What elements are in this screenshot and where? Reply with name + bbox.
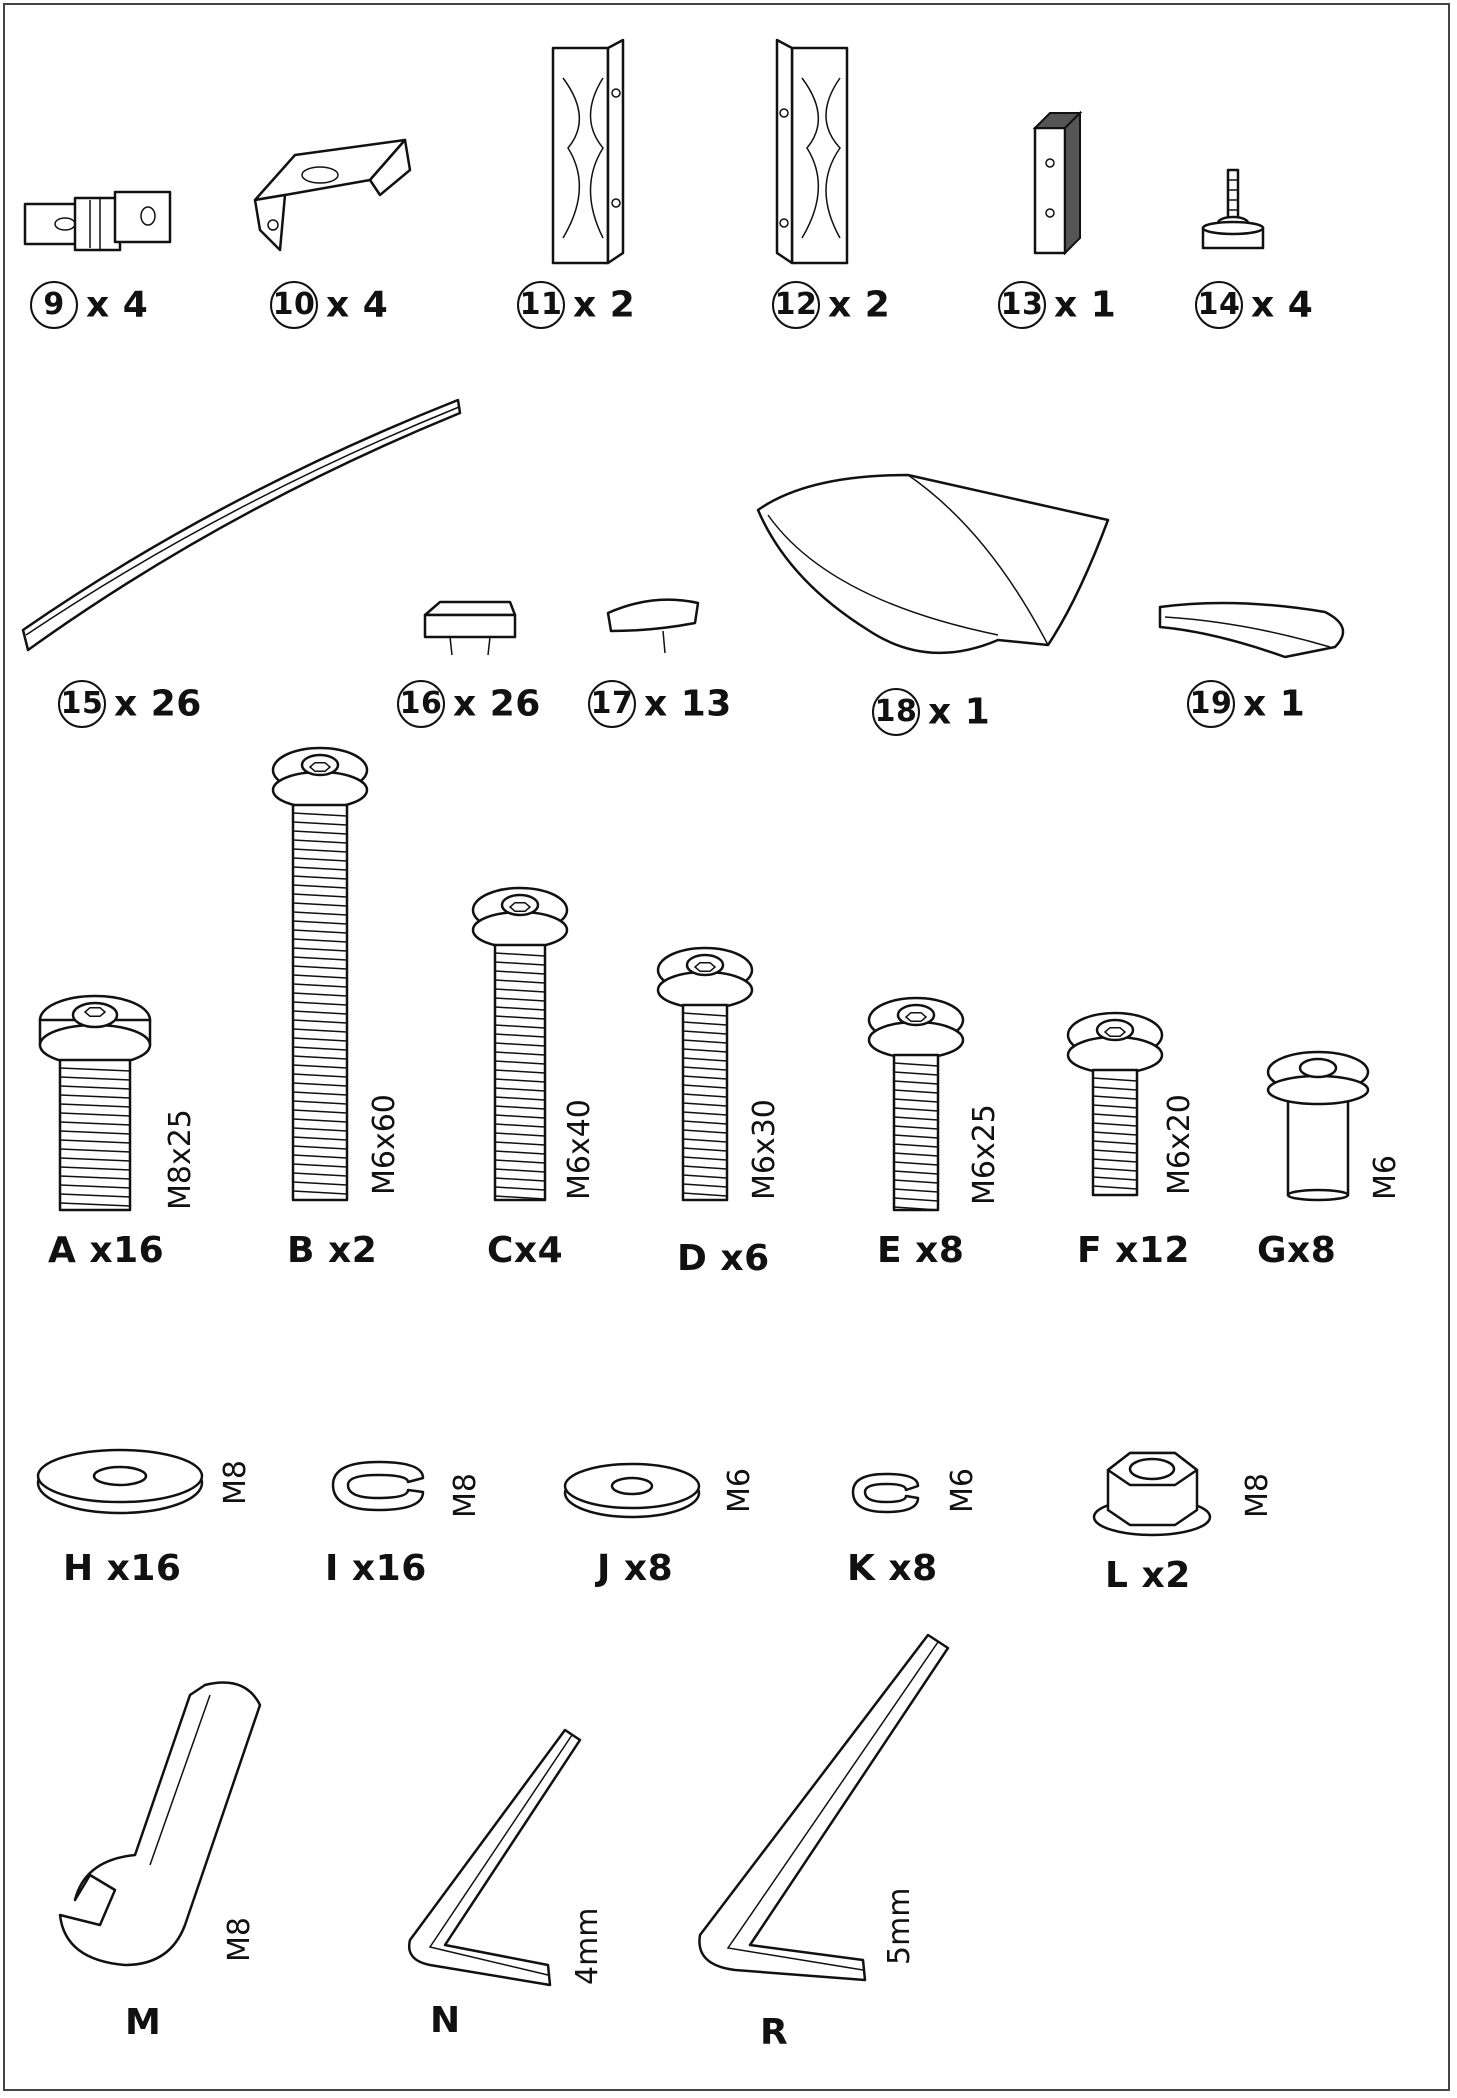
washer-k-spec: M6	[945, 1468, 980, 1513]
screw-f-spec: M6x20	[1162, 1094, 1197, 1195]
levelling-foot-icon	[1198, 168, 1268, 253]
screw-d-spec: M6x30	[747, 1099, 782, 1200]
tool-m-spec: M8	[222, 1917, 257, 1962]
screw-g-label: Gx8	[1257, 1230, 1337, 1271]
tool-r-label: R	[760, 2012, 789, 2053]
part-10-label: 10 x 4	[270, 281, 388, 329]
screw-b-spec: M6x60	[367, 1094, 402, 1195]
tool-n-spec: 4mm	[570, 1907, 605, 1985]
screw-e-label: E x8	[877, 1230, 965, 1271]
nut-l-spec: M8	[1240, 1473, 1275, 1518]
slat-holder-icon	[420, 600, 520, 660]
slat-cap-icon	[603, 593, 703, 658]
screw-g-spec: M6	[1368, 1155, 1403, 1200]
washer-h-label: H x16	[63, 1548, 182, 1589]
part-13-label: 13 x 1	[998, 281, 1116, 329]
tool-r-spec: 5mm	[882, 1887, 917, 1965]
fabric-band-icon	[748, 470, 1118, 670]
flat-washer-icon	[562, 1460, 702, 1520]
hex-socket-screw-icon	[866, 995, 966, 1215]
hex-socket-screw-icon	[35, 990, 155, 1220]
allen-key-icon	[400, 1725, 580, 1990]
washer-h-spec: M8	[218, 1460, 253, 1505]
part-16-label: 16 x 26	[397, 680, 541, 728]
part-11-label: 11 x 2	[517, 281, 635, 329]
screw-c-spec: M6x40	[562, 1099, 597, 1200]
screw-e-spec: M6x25	[967, 1104, 1002, 1205]
strap-icon	[1155, 592, 1355, 662]
barrel-nut-icon	[1265, 1050, 1375, 1200]
part-9-label: 9 x 4	[30, 281, 148, 329]
hex-socket-screw-icon	[270, 745, 370, 1205]
part-19-label: 19 x 1	[1187, 680, 1305, 728]
corner-connector-icon	[20, 190, 180, 270]
slotted-bracket-icon	[548, 38, 628, 268]
part-14-label: 14 x 4	[1195, 281, 1313, 329]
part-12-label: 12 x 2	[772, 281, 890, 329]
spring-washer-icon	[328, 1460, 428, 1515]
hex-socket-screw-icon	[655, 945, 755, 1205]
washer-k-label: K x8	[847, 1548, 938, 1589]
washer-j-label: J x8	[597, 1548, 674, 1589]
nut-l-label: L x2	[1105, 1555, 1191, 1596]
part-18-label: 18 x 1	[872, 688, 990, 736]
slotted-bracket-icon	[772, 38, 852, 268]
screw-d-label: D x6	[677, 1238, 770, 1279]
screw-c-label: Cx4	[487, 1230, 564, 1271]
angle-bracket-icon	[255, 135, 415, 255]
washer-j-spec: M6	[722, 1468, 757, 1513]
hex-socket-screw-icon	[1065, 1010, 1165, 1200]
screw-f-label: F x12	[1077, 1230, 1190, 1271]
washer-i-label: I x16	[325, 1548, 427, 1589]
screw-a-spec: M8x25	[163, 1109, 198, 1210]
spring-washer-icon	[848, 1472, 923, 1517]
tool-m-label: M	[125, 2002, 162, 2043]
slat-icon	[18, 395, 468, 655]
screw-a-label: A x16	[48, 1230, 165, 1271]
flat-washer-icon	[35, 1448, 205, 1518]
part-15-label: 15 x 26	[58, 680, 202, 728]
hex-socket-screw-icon	[470, 885, 570, 1205]
wood-block-icon	[1030, 108, 1090, 258]
flange-nut-icon	[1090, 1445, 1215, 1540]
washer-i-spec: M8	[448, 1473, 483, 1518]
tool-n-label: N	[430, 2000, 461, 2041]
part-17-label: 17 x 13	[588, 680, 732, 728]
screw-b-label: B x2	[287, 1230, 378, 1271]
